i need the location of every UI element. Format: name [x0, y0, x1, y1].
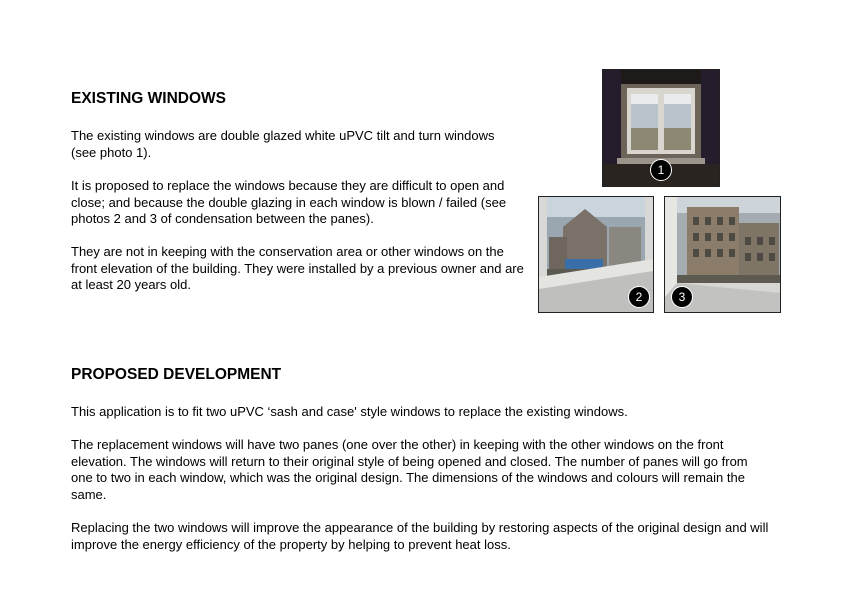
proposed-paragraph-1: This application is to fit two uPVC ‘sash and case' style windows to replace the existing windows. — [71, 404, 628, 419]
proposed-paragraph-3: Replacing the two windows will improve the appearance of the building by restoring aspects of the original design and will improve the energy efficiency of the property by helping to prevent heat loss. — [71, 520, 769, 552]
existing-windows-heading: EXISTING WINDOWS — [71, 90, 226, 107]
existing-paragraph-2: It is proposed to replace the windows because they are difficult to open and close; and because the double glazing in each window is blown / failed (see photos 2 and 3 of condensation between the panes). — [71, 178, 507, 226]
proposed-paragraph-2: The replacement windows will have two panes (one over the other) in keeping with the other windows on the front elevation. The windows will return to their original style of being opened and closed. The number of panes will go from one to two in each window, which was the original design. The dimensions of the windows and colours will remain the same. — [71, 437, 748, 502]
photo-2-badge: 2 — [628, 286, 650, 308]
photo-3-badge: 3 — [671, 286, 693, 308]
photo-1 — [602, 69, 720, 187]
photo-1-badge: 1 — [650, 159, 672, 181]
photo-2 — [538, 196, 654, 313]
photo-3 — [664, 196, 781, 313]
existing-paragraph-1: The existing windows are double glazed white uPVC tilt and turn windows (see photo 1). — [71, 128, 495, 160]
proposed-development-heading: PROPOSED DEVELOPMENT — [71, 366, 282, 383]
existing-paragraph-3: They are not in keeping with the conservation area or other windows on the front elevation of the building. They were installed by a previous owner and are at least 20 years old. — [71, 244, 524, 292]
